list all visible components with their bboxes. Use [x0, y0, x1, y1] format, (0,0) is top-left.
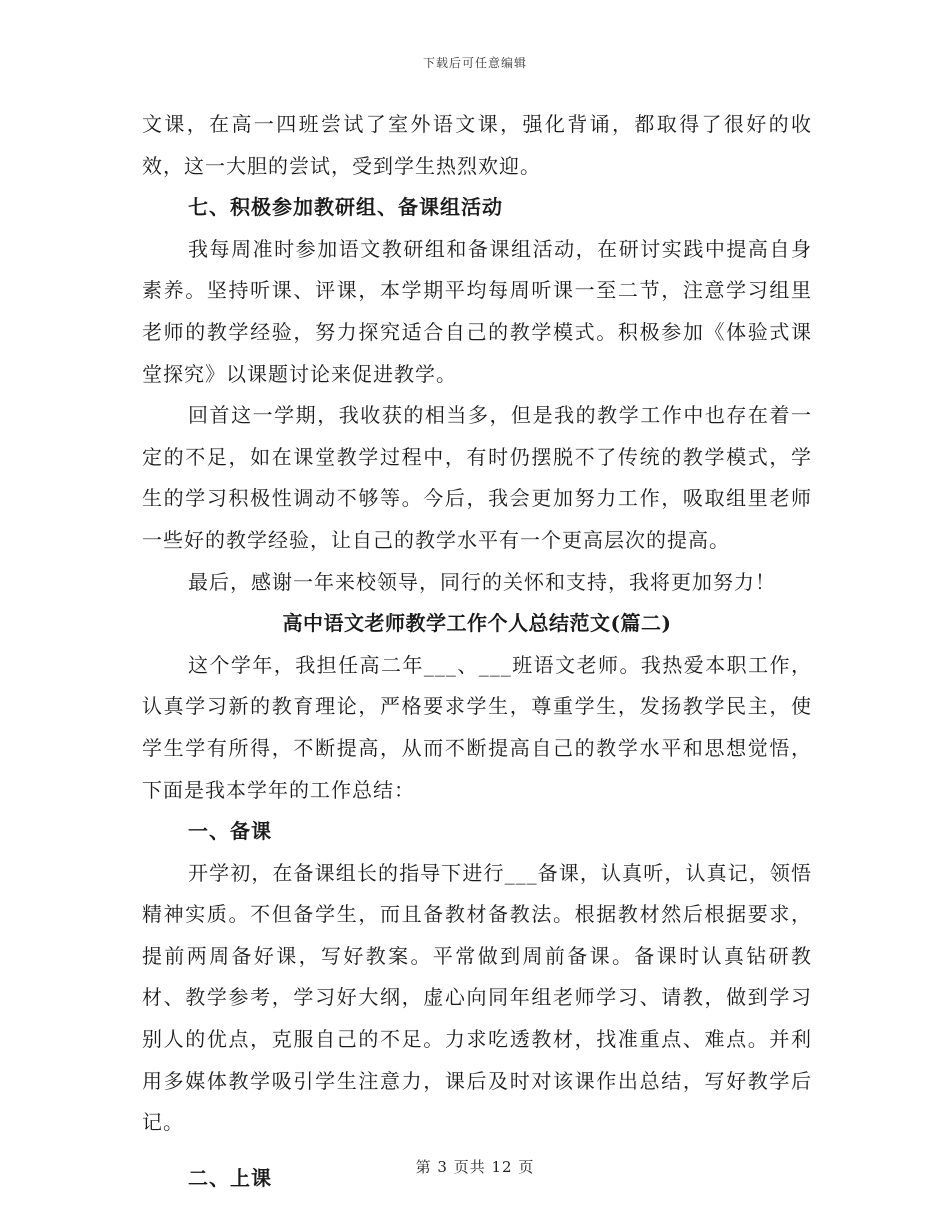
paragraph-lesson-prep: 开学初，在备课组长的指导下进行___备课，认真听，认真记，领悟精神实质。不但备学生，而且备教材备教法。根据教材然后根据要求，提前两周备好课，写好教案。平常做到周前备课。备课时认真钻研教材、教学参考，学习好大纲，虚心向同年组老师学习、请教，做到学习别人的优点，克服自己的不足。力求吃透教材，找准重点、难点。并利用多媒体教学吸引学生注意力，课后及时对该课作出总结，写好教学后记。 — [142, 860, 812, 1135]
page-footer: 第 3 页共 12 页 — [415, 1158, 535, 1176]
paragraph-continuation: 文课，在高一四班尝试了室外语文课，强化背诵，都取得了很好的收效，这一大胆的尝试，受到学生热烈欢迎。 — [142, 112, 812, 178]
paragraph-reflection: 回首这一学期，我收获的相当多，但是我的教学工作中也存在着一定的不足，如在课堂教学过程中，有时仍摆脱不了传统的教学模式，学生的学习积极性调动不够等。今后，我会更加努力工作，吸取组里老师一些好的教学经验，让自己的教学水平有一个更高层次的提高。 — [142, 403, 812, 552]
paragraph-research-group: 我每周准时参加语文教研组和备课组活动，在研讨实践中提高自身素养。坚持听课、评课，本学期平均每周听课一至二节，注意学习组里老师的教学经验，努力探究适合自己的教学模式。积极参加《体验式课堂探究》以课题讨论来促进教学。 — [142, 236, 812, 386]
paragraph-intro-part-two: 这个学年，我担任高二年___、___班语文老师。我热爱本职工作，认真学习新的教育理论，严格要求学生，尊重学生，发扬教学民主，使学生学有所得，不断提高，从而不断提高自己的教学水平和思想觉悟，下面是我本学年的工作总结： — [142, 652, 812, 802]
page-header: 下载后可任意编辑 — [422, 56, 527, 70]
section-heading-seven: 七、积极参加教研组、备课组活动 — [188, 195, 503, 220]
section-heading-lesson-prep: 一、备课 — [188, 819, 272, 844]
paragraph-thanks: 最后，感谢一年来校领导，同行的关怀和支持，我将更加努力！ — [188, 569, 776, 594]
document-body — [142, 104, 812, 1199]
article-title-part-two: 高中语文老师教学工作个人总结范文(篇二) — [282, 611, 672, 636]
section-heading-teaching: 二、上课 — [188, 1165, 272, 1190]
